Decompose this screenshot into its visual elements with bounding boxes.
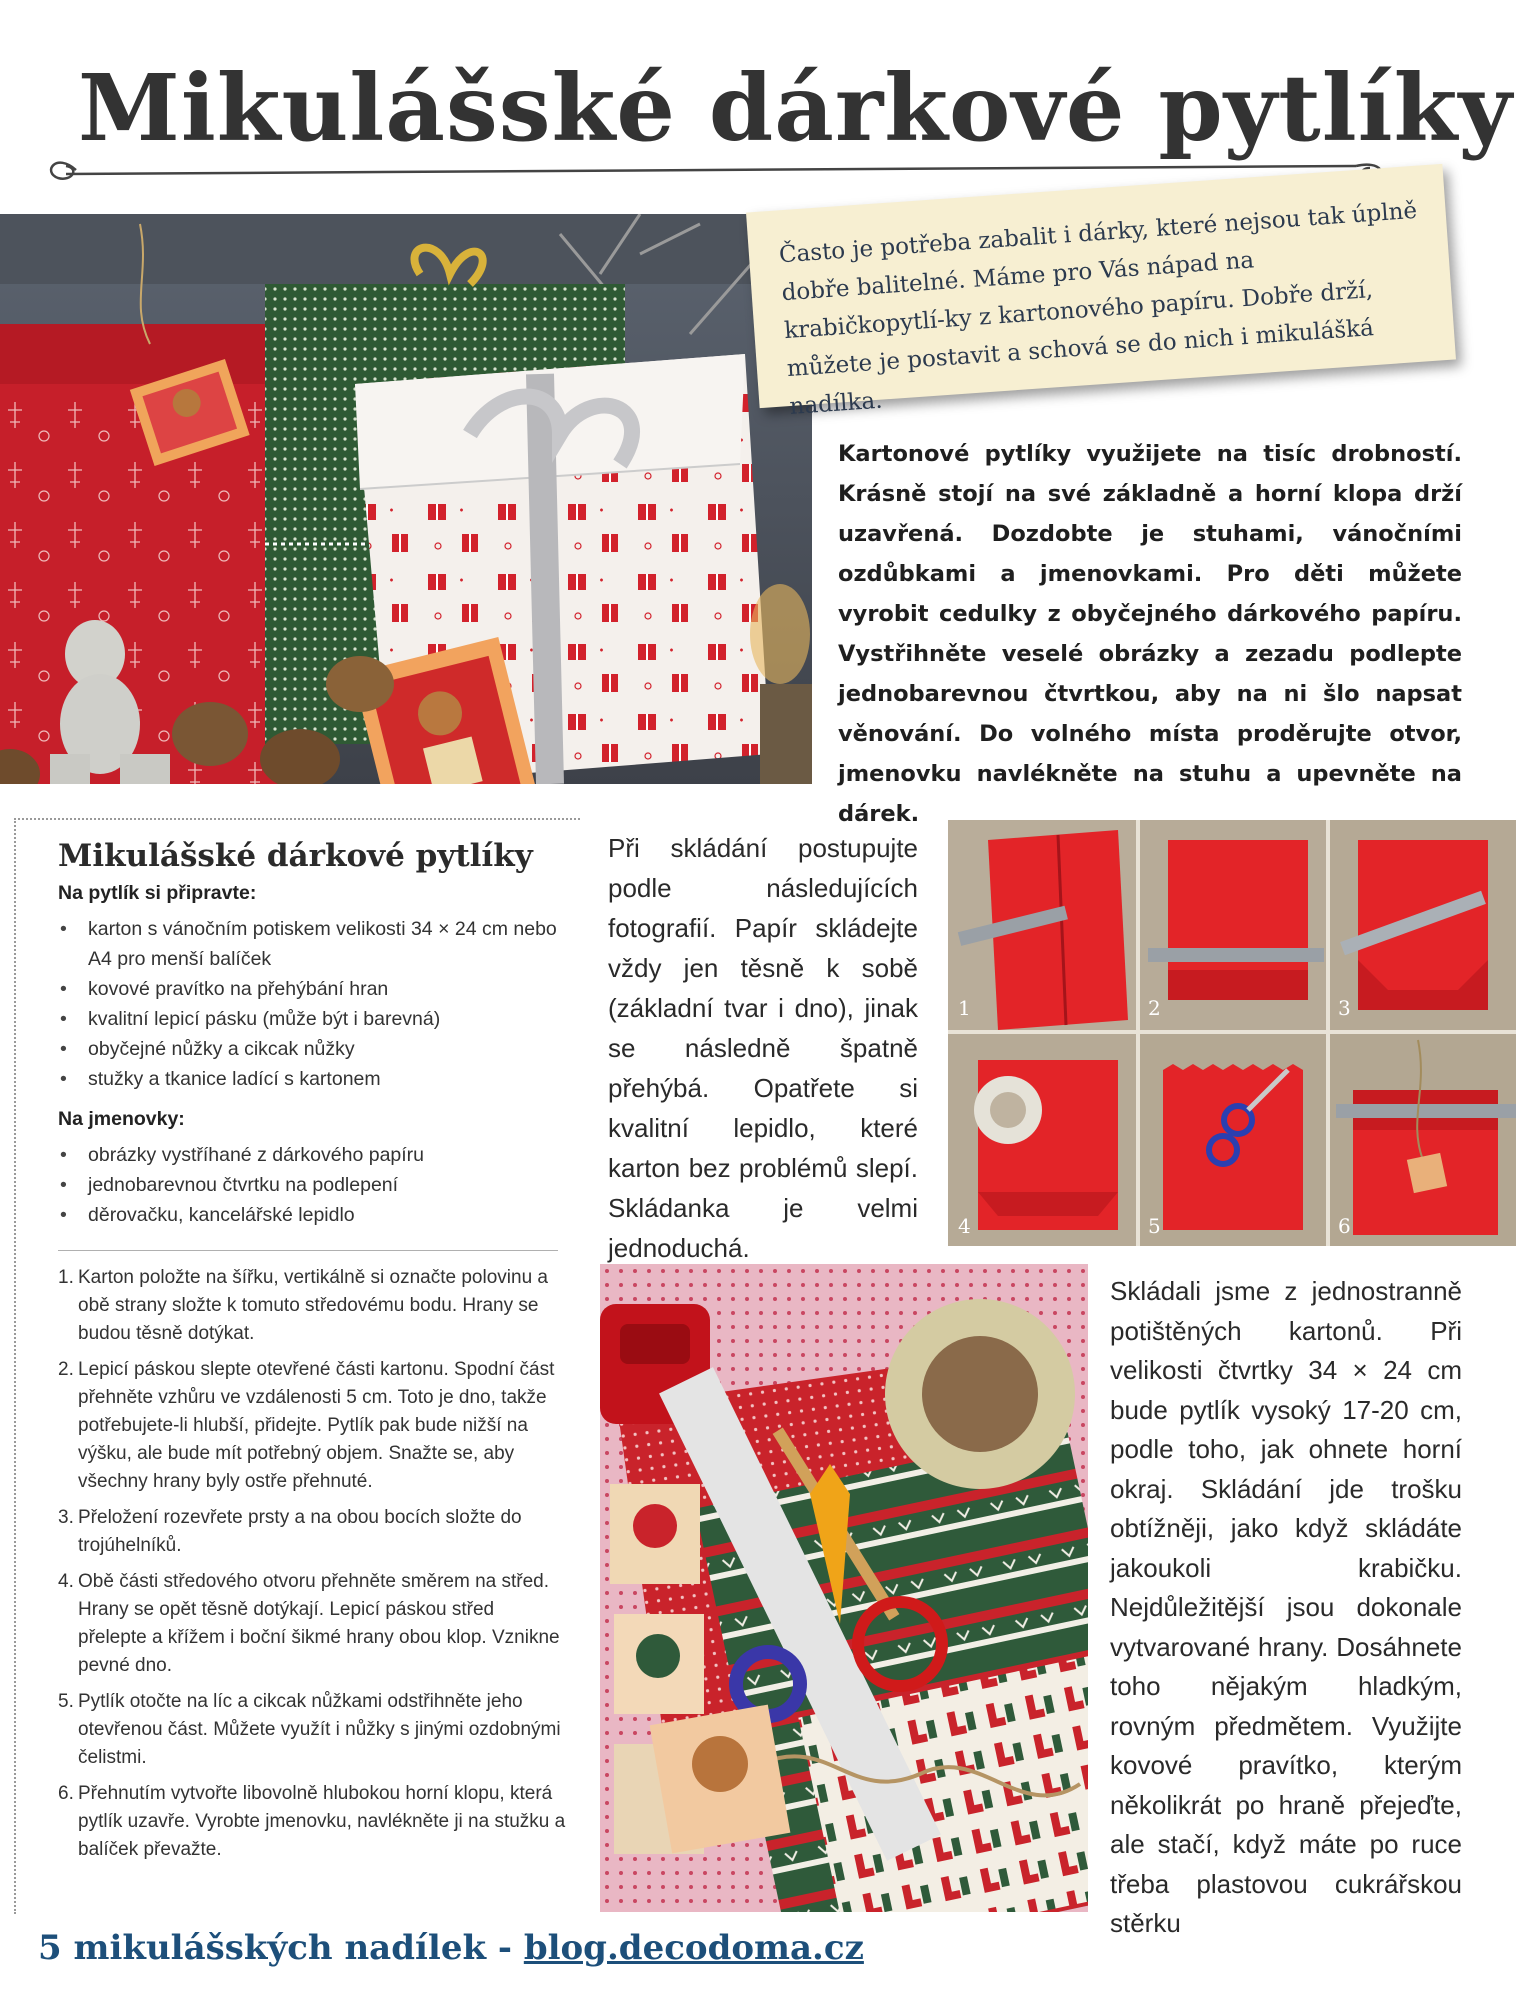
needs-heading: Na pytlík si připravte: — [58, 882, 257, 904]
tags-list — [58, 1140, 558, 1230]
footer-label: 5 mikulášských nadílek - — [38, 1928, 512, 1968]
step-label-4: 4 — [958, 1214, 971, 1238]
step-label-5: 5 — [1148, 1214, 1161, 1238]
step-text: Obě části středového otvoru přehněte směrem na střed. Hrany se opět těsně dotýkají. Lepicí páskou střed přelepte a křížem i boční šikmé hrany obou klop. Vznikne pevné dno. — [78, 1571, 560, 1676]
step-number: 2. — [58, 1359, 74, 1380]
list-item: • kovové pravítko na přehýbání hran — [58, 974, 558, 1004]
step-label-6: 6 — [1338, 1214, 1351, 1238]
list-item: • stužky a tkanice ladící s kartonem — [58, 1064, 558, 1094]
step-item — [58, 1568, 568, 1680]
step-text: Přehnutím vytvořte libovolně hlubokou horní klopu, která pytlík uzavře. Vyrobte jmenovku, navlékněte ji na stužku a balíček převažte. — [78, 1783, 566, 1860]
list-item: • jednobarevnou čtvrtku na podlepení — [58, 1170, 558, 1200]
page-title: Mikulášské dárkové pytlíky — [78, 54, 1513, 162]
step-text: Pytlík otočte na líc a cikcak nůžkami odstřihněte jeho otevřenou část. Můžete využít i nůžky s jinými ozdobnými čelistmi. — [78, 1691, 561, 1768]
list-item: • obrázky vystříhané z dárkového papíru — [58, 1140, 558, 1170]
step-number: 6. — [58, 1783, 74, 1804]
tags-heading: Na jmenovky: — [58, 1108, 185, 1130]
sidebar-divider — [58, 1250, 558, 1251]
steps-list — [58, 1264, 568, 1872]
step-photo-6 — [1330, 1034, 1516, 1246]
step-label-2: 2 — [1148, 996, 1161, 1020]
step-text: Karton položte na šířku, vertikálně si označte polovinu a obě strany složte k tomuto středovému bodu. Hrany se budou těsně dotýkat. — [78, 1267, 548, 1344]
step-text: Přeložení rozevřete prsty a na obou bocích složte do trojúhelníků. — [78, 1507, 522, 1556]
needs-list — [58, 914, 558, 1094]
list-item: • obyčejné nůžky a cikcak nůžky — [58, 1034, 558, 1064]
step-label-1: 1 — [958, 996, 971, 1020]
step-photo-5 — [1140, 1034, 1326, 1246]
step-item — [58, 1356, 568, 1496]
materials-photo — [600, 1264, 1088, 1912]
step-photo-1 — [948, 820, 1136, 1030]
step-item — [58, 1504, 568, 1560]
step-number: 1. — [58, 1267, 74, 1288]
materials-paragraph: Skládali jsme z jednostranně potištěných kartonů. Při velikosti čtvrtky 34 × 24 cm bude pytlík vysoký 17-20 cm, podle toho, jak ohnete horní okraj. Skládání jde trošku obtížněji, jako když skládáte jakoukoli krabičku. Nejdůležitější jsou dokonale vytvarované hrany. Dosáhnete toho nějakým hladkým, rovným předmětem. Využijte kovové pravítko, kterým několikrát po hraně přejeďte, ale stačí, když máte po ruce třeba plastovou cukrářskou stěrku — [1110, 1276, 1462, 1938]
instructions-sidebar — [14, 818, 580, 1914]
step-photo-2 — [1140, 820, 1326, 1030]
step-number: 4. — [58, 1571, 74, 1592]
list-item: • děrovačku, kancelářské lepidlo — [58, 1200, 558, 1230]
step-number: 3. — [58, 1507, 74, 1528]
footer-link[interactable]: blog.decodoma.cz — [523, 1928, 864, 1968]
list-item: • karton s vánočním potiskem velikosti 34 × 24 cm nebo A4 pro menší balíček — [58, 914, 558, 974]
footer — [38, 1928, 864, 1968]
step-item — [58, 1264, 568, 1348]
sidebar-title: Mikulášské dárkové pytlíky — [58, 838, 533, 874]
step-photo-4 — [948, 1034, 1136, 1246]
step-photo-3 — [1330, 820, 1516, 1030]
step-item — [58, 1780, 568, 1864]
folding-tips-paragraph: Při skládání postupujte podle následujících fotografií. Papír skládejte vždy jen těsně k sobě (základní tvar i dno), jinak se následně špatně přehýbá. Opatřete si kvalitní lepidlo, které karton bez problémů slepí. Skládanka je velmi jednoduchá. — [608, 833, 918, 1263]
step-label-3: 3 — [1338, 996, 1351, 1020]
hero-photo — [0, 214, 812, 784]
list-item: • kvalitní lepicí pásku (může být i barevná) — [58, 1004, 558, 1034]
step-number: 5. — [58, 1691, 74, 1712]
step-text: Lepicí páskou slepte otevřené části kartonu. Spodní část přehněte vzhůru ve vzdálenosti 5 cm. Toto je dno, takže potřebujete-li hlubší, přidejte. Pytlík pak bude nižší na výšku, ale bude mít potřebný objem. Snažte se, aby všechny hrany byly ostře přehnuté. — [78, 1359, 555, 1492]
step-photo-grid — [948, 820, 1516, 1246]
intro-note: Často je potřeba zabalit i dárky, které nejsou tak úplně dobře balitelné. Máme pro Vás nápad na krabičkopytlí-ky z kartonového papíru. Dobře drží, můžete je postavit a schová se do nich i mikulášká nadílka. — [746, 164, 1456, 408]
intro-paragraph: Kartonové pytlíky využijete na tisíc drobností. Krásně stojí na své základně a horní klopa drží uzavřená. Dozdobte je stuhami, vánočními ozdůbkami a jmenovkami. Pro děti můžete vyrobit cedulky z obyčejného dárkového papíru. Vystřihněte veselé obrázky a zezadu podlepte jednobarevnou čtvrtkou, aby na ni šlo napsat věnování. Do volného místa proděrujte otvor, jmenovku navlékněte na stuhu a upevněte na dárek. — [838, 441, 1462, 827]
step-item — [58, 1688, 568, 1772]
